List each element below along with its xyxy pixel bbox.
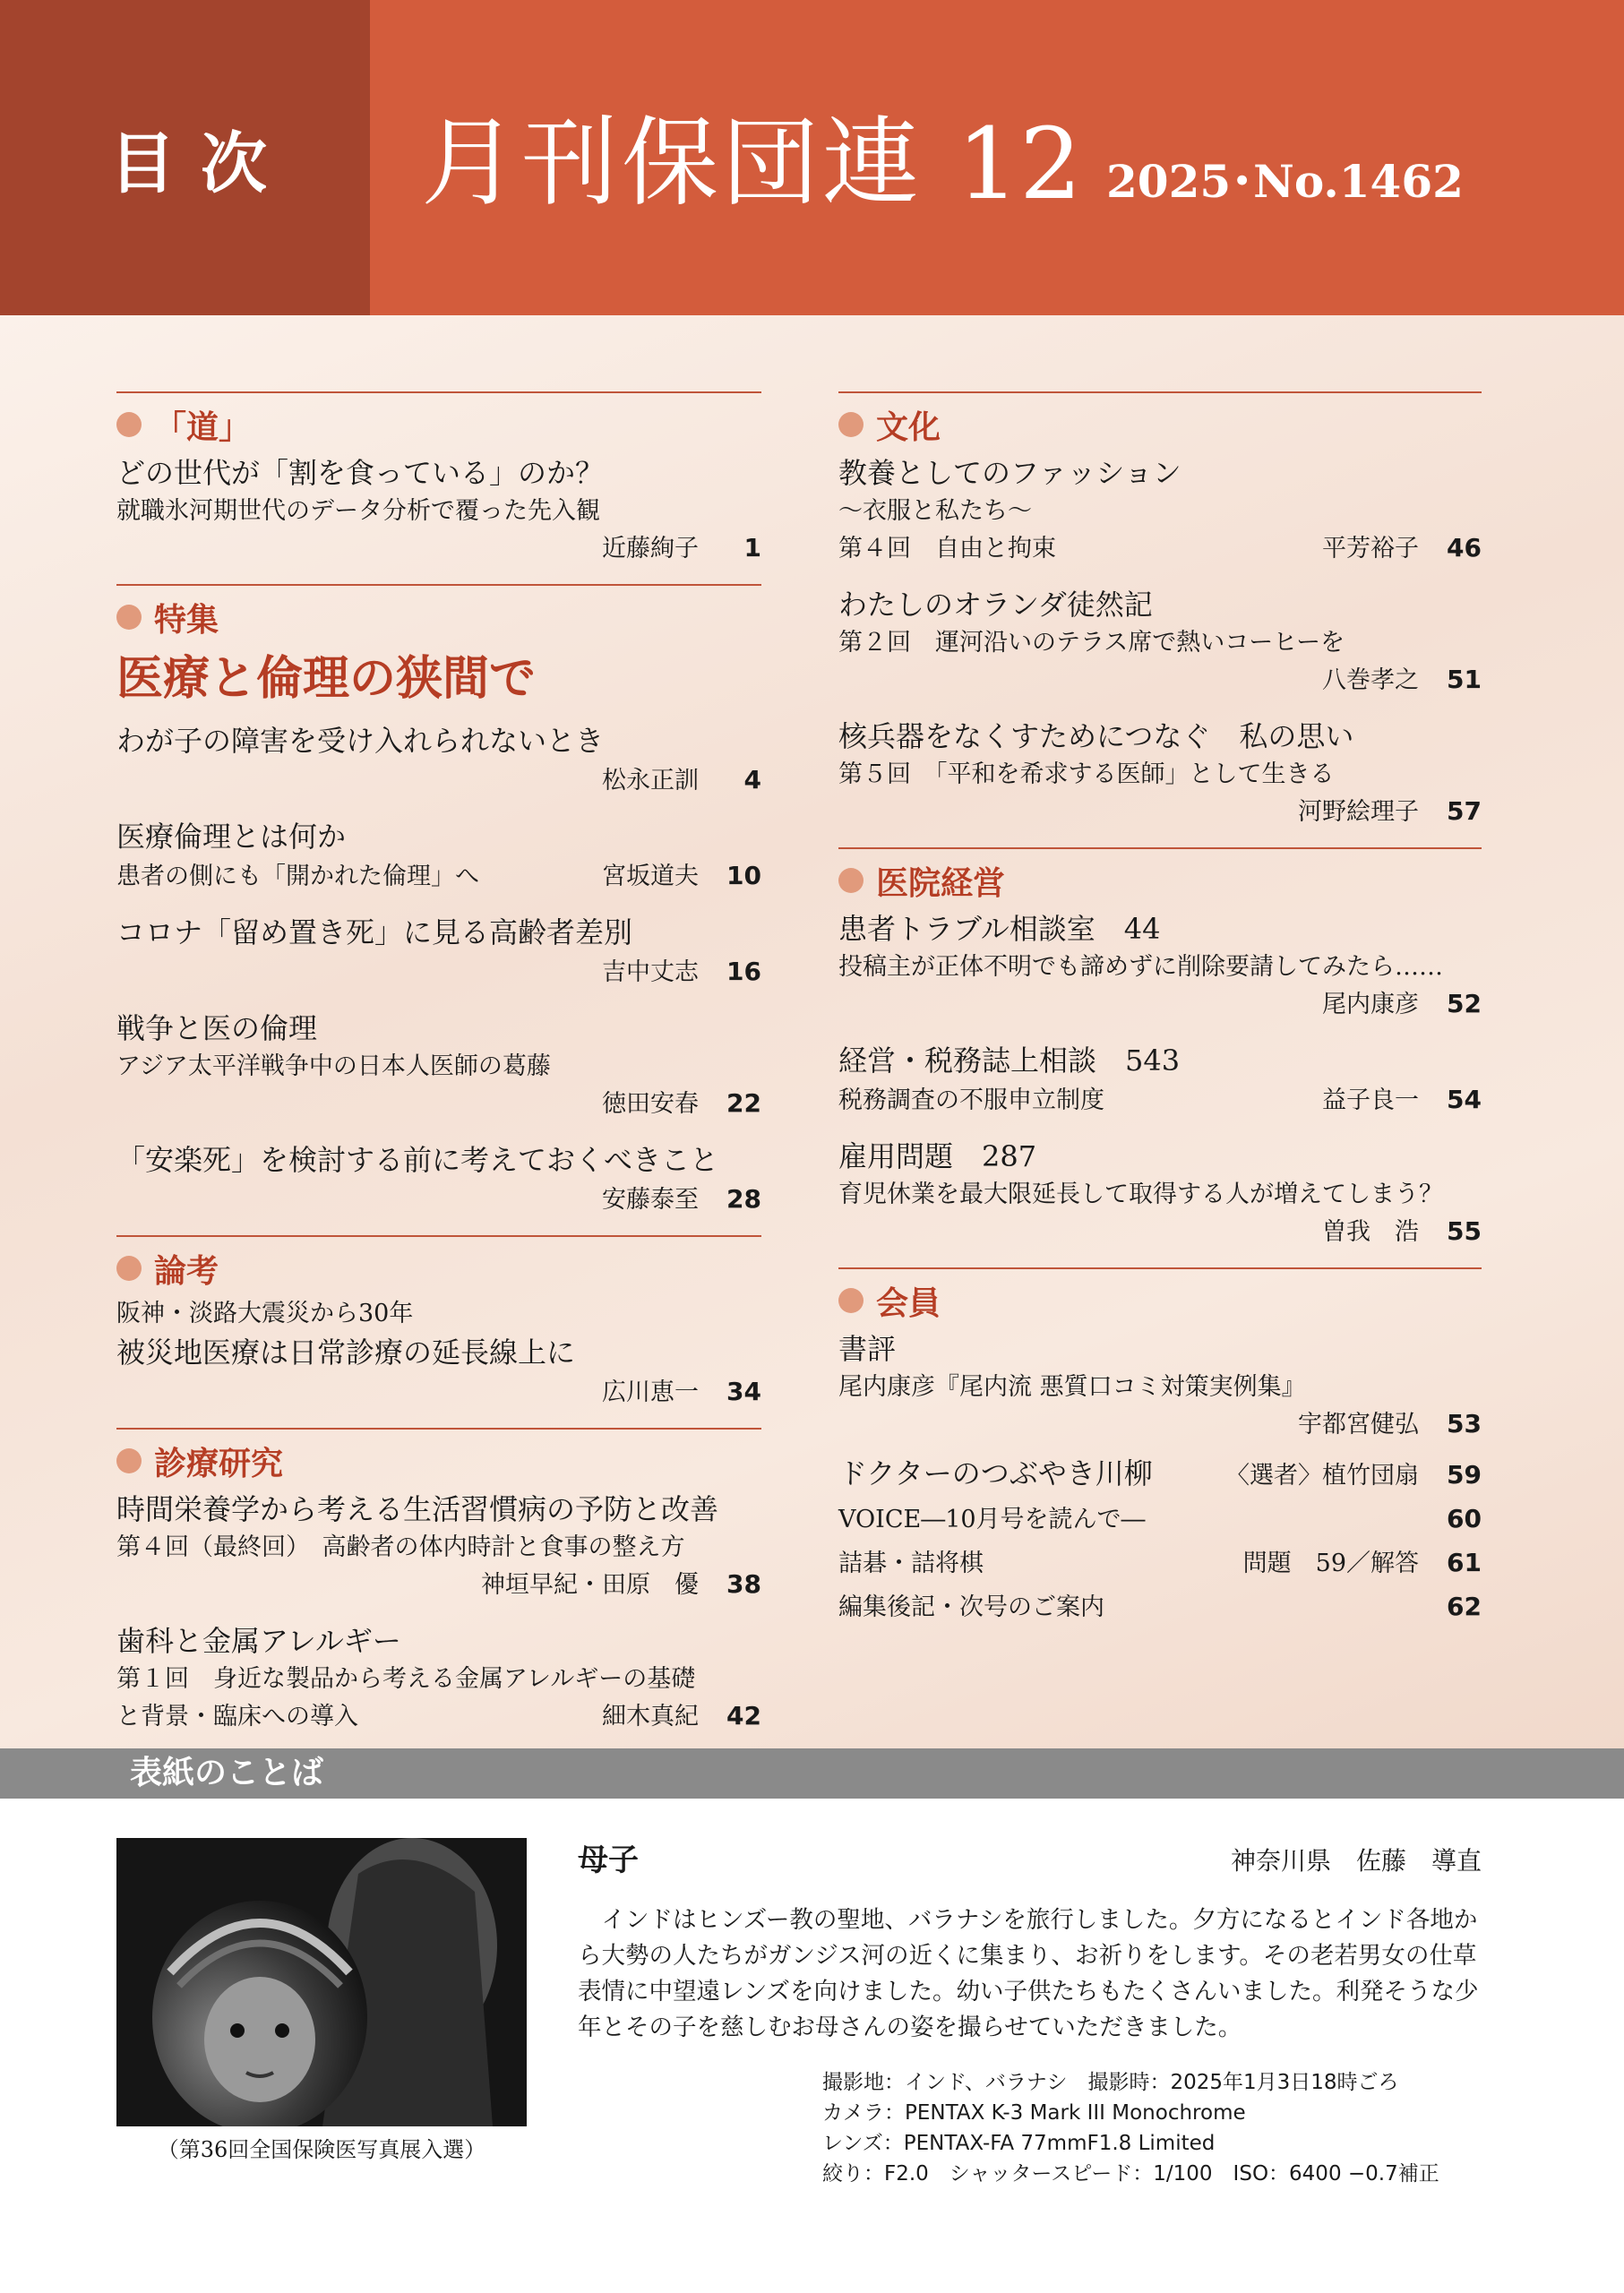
article-title[interactable]: コロナ「留め置き死」に見る高齢者差別	[116, 915, 633, 949]
article-title[interactable]: 教養としてのファッション	[838, 456, 1181, 490]
page-number: 59	[1447, 1460, 1482, 1490]
article-author: 宮坂道夫	[602, 863, 699, 890]
page-number: 42	[726, 1701, 761, 1730]
article-subtitle: 患者の側にも「開かれた倫理」へ	[116, 863, 479, 890]
article-author: 河野絵理子	[1298, 798, 1419, 826]
article-title[interactable]: 詰碁・詰将棋	[838, 1550, 984, 1577]
header-left-block	[0, 0, 370, 315]
photo-metadata	[822, 2067, 1439, 2189]
section-kaiin	[838, 1267, 1482, 1632]
article-author: 〈選者〉植竹団扇	[1225, 1462, 1419, 1490]
article-subtitle: アジア太平洋戦争中の日本人医師の葛藤	[116, 1052, 551, 1080]
article-author: 八巻孝之	[1322, 666, 1419, 694]
page-number: 52	[1447, 989, 1482, 1018]
cover-title: 母子	[578, 1842, 639, 1878]
bullet-dot-icon	[838, 868, 864, 893]
photo-meta-line: カメラ：PENTAX K-3 Mark III Monochrome	[822, 2101, 1246, 2125]
feature-title: 医療と倫理の狭間で	[116, 651, 537, 706]
page-number: 10	[726, 861, 761, 890]
bullet-dot-icon	[838, 1288, 864, 1313]
article-subtitle: と背景・臨床への導入	[116, 1703, 358, 1730]
section-ronko	[116, 1235, 761, 1412]
article-title[interactable]: ドクターのつぶやき川柳	[838, 1456, 1153, 1490]
page-number: 4	[743, 765, 761, 794]
page-number: 53	[1447, 1409, 1482, 1438]
article-subtitle: 尾内康彦『尾内流 悪質口コミ対策実例集』	[838, 1373, 1306, 1401]
page-number: 51	[1447, 665, 1482, 694]
article-author: 吉中丈志	[602, 958, 699, 986]
article-subtitle: 第４回 自由と拘束	[838, 535, 1056, 563]
article-title[interactable]: 雇用問題 287	[838, 1139, 1037, 1173]
contents-heading: 目次	[109, 125, 292, 202]
page-number: 55	[1447, 1216, 1482, 1246]
page-number: 57	[1447, 796, 1482, 826]
left-column	[116, 391, 761, 1736]
cover-photo-image	[116, 1838, 527, 2126]
article-subtitle: 第４回（最終回） 高齢者の体内時計と食事の整え方	[116, 1533, 685, 1561]
cover-photo	[116, 1838, 527, 2126]
article-author: 尾内康彦	[1322, 991, 1419, 1018]
article-title[interactable]: 核兵器をなくすためにつなぐ 私の思い	[838, 719, 1354, 753]
section-tokushu	[116, 584, 761, 1219]
article-title[interactable]: 患者トラブル相談室 44	[838, 912, 1161, 946]
article-author: 神垣早紀・田原 優	[481, 1571, 699, 1599]
photo-meta-line: レンズ：PENTAX-FA 77mmF1.8 Limited	[822, 2132, 1216, 2155]
article-author: 宇都宮健弘	[1298, 1411, 1419, 1438]
section-label: 会員	[876, 1284, 941, 1322]
page-number: 22	[726, 1088, 761, 1118]
article-title[interactable]: どの世代が「割を食っている」のか？	[116, 456, 605, 490]
section-label: 論考	[154, 1252, 219, 1290]
cover-description: インドはヒンズー教の聖地、バラナシを旅行しました。夕方になるとインド各地から大勢の人たちがガンジス河の近くに集まり、お祈りをします。その老若男女の仕草表情に中望遠レンズを向けました。幼い子供たちもたくさんいました。利発そうな少年とその子を慈しむお母さんの姿を撮らせていただきました。	[578, 1906, 1479, 2041]
page-number: 62	[1447, 1592, 1482, 1621]
article-title[interactable]: 経営・税務誌上相談 543	[838, 1043, 1181, 1078]
issue-month: 12	[957, 107, 1082, 221]
article-title[interactable]: 「安楽死」を検討する前に考えておくべきこと	[116, 1143, 719, 1177]
issue-number: 2025･No.1462	[1106, 155, 1464, 208]
article-title[interactable]: 医療倫理とは何か	[116, 820, 347, 854]
section-michi	[116, 391, 761, 568]
article-author: 徳田安春	[602, 1090, 699, 1118]
article-subtitle: 阪神・淡路大震災から30年	[116, 1300, 414, 1327]
article-subtitle: 第１回 身近な製品から考える金属アレルギーの基礎	[116, 1665, 696, 1693]
article-subtitle: ～衣服と私たち～	[838, 497, 1032, 525]
page-number: 28	[726, 1184, 761, 1214]
article-subtitle: 就職氷河期世代のデータ分析で覆った先入観	[116, 497, 600, 525]
article-author: 松永正訓	[602, 767, 699, 794]
section-keiei	[838, 847, 1482, 1251]
article-author: 益子良一	[1322, 1086, 1419, 1114]
page-number: 54	[1447, 1085, 1482, 1114]
right-column	[838, 391, 1482, 1632]
article-subtitle: 税務調査の不服申立制度	[838, 1086, 1104, 1114]
cover-author: 神奈川県 佐藤 導直	[1230, 1846, 1482, 1876]
page-number: 61	[1447, 1548, 1482, 1577]
article-title[interactable]: 被災地医療は日常診療の延長線上に	[116, 1335, 576, 1370]
page-number: 1	[743, 533, 761, 563]
page-number: 60	[1447, 1504, 1482, 1533]
section-bunka	[838, 391, 1482, 831]
section-label: 文化	[876, 408, 941, 446]
page-number: 38	[726, 1569, 761, 1599]
bullet-dot-icon	[116, 1448, 142, 1473]
article-title[interactable]: わたしのオランダ徒然記	[838, 588, 1153, 622]
photo-caption: （第36回全国保険医写真展入選）	[157, 2137, 486, 2162]
section-label: 特集	[154, 601, 219, 639]
section-label: 「道」	[154, 408, 252, 446]
article-title[interactable]: 書評	[838, 1332, 897, 1366]
bullet-dot-icon	[838, 412, 864, 437]
article-title[interactable]: VOICE―10月号を読んで―	[838, 1506, 1146, 1533]
article-title[interactable]: 歯科と金属アレルギー	[116, 1624, 401, 1658]
article-title[interactable]: 戦争と医の倫理	[116, 1011, 318, 1045]
article-author: 問題 59／解答	[1242, 1550, 1419, 1577]
header-band	[0, 0, 1624, 315]
article-author: 曽我 浩	[1322, 1218, 1419, 1246]
section-shinryo	[116, 1428, 761, 1736]
article-author: 細木真紀	[602, 1703, 699, 1730]
cover-words-bar	[0, 1748, 1624, 1799]
magazine-title: 月刊保団連	[421, 107, 924, 219]
article-subtitle: 育児休業を最大限延長して取得する人が増えてしまう？	[838, 1181, 1443, 1208]
article-subtitle: 投稿主が正体不明でも諦めずに削除要請してみたら……	[838, 953, 1443, 981]
photo-meta-line: 絞り：F2.0 シャッタースピード：1/100 ISO：6400 −0.7補正	[822, 2162, 1439, 2186]
bullet-dot-icon	[116, 412, 142, 437]
article-title[interactable]: わが子の障害を受け入れられないとき	[116, 724, 605, 758]
article-title[interactable]: 時間栄養学から考える生活習慣病の予防と改善	[116, 1492, 719, 1526]
article-author: 広川恵一	[602, 1378, 699, 1406]
article-subtitle: 第５回 「平和を希求する医師」として生きる	[838, 760, 1335, 788]
page-number: 34	[726, 1377, 761, 1406]
cover-words-label: 表紙のことば	[130, 1755, 324, 1791]
article-author: 近藤絢子	[602, 535, 699, 563]
article-author: 平芳裕子	[1322, 535, 1419, 563]
section-label: 診療研究	[154, 1445, 284, 1482]
article-author: 安藤泰至	[602, 1186, 699, 1214]
photo-meta-line: 撮影地：インド、バラナシ 撮影時：2025年1月3日18時ごろ	[822, 2071, 1399, 2094]
page-number: 16	[726, 957, 761, 986]
page-number: 46	[1447, 533, 1482, 563]
bullet-dot-icon	[116, 605, 142, 630]
article-title[interactable]: 編集後記・次号のご案内	[838, 1593, 1104, 1621]
section-label: 医院経営	[876, 864, 1006, 902]
article-subtitle: 第２回 運河沿いのテラス席で熱いコーヒーを	[838, 629, 1345, 657]
bullet-dot-icon	[116, 1256, 142, 1281]
